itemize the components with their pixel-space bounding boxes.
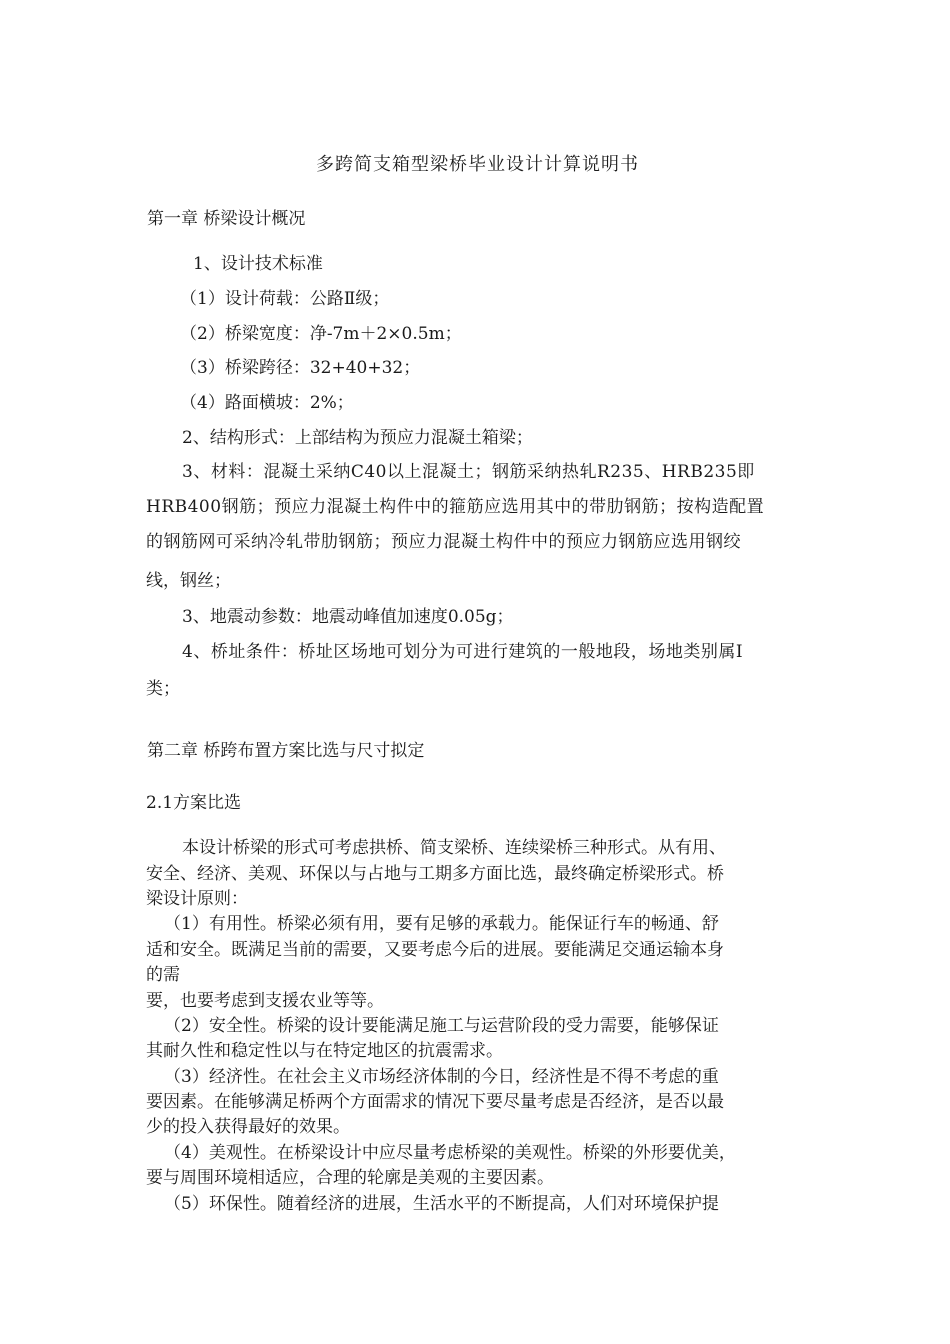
paragraph-line: 要与周围环境相适应，合理的轮廓是美观的主要因素。: [146, 1168, 554, 1188]
paragraph-line: 线，钢丝；: [146, 571, 231, 591]
list-item: （2）桥梁宽度：净-7m＋2×0.5m；: [180, 324, 462, 344]
list-item: 3、地震动参数：地震动峰值加速度0.05g；: [182, 607, 514, 627]
document-title: 多跨简支箱型梁桥毕业设计计算说明书: [316, 154, 639, 175]
list-item: （4）路面横坡：2%；: [180, 393, 354, 413]
section-heading: 2.1方案比选: [146, 793, 242, 813]
paragraph-line: 安全、经济、美观、环保以与占地与工期多方面比选，最终确定桥梁形式。桥: [146, 864, 724, 884]
paragraph-line: 适和安全。既满足当前的需要，又要考虑今后的进展。要能满足交通运输本身: [146, 940, 724, 960]
list-item: 2、结构形式：上部结构为预应力混凝土箱梁；: [182, 428, 533, 448]
paragraph-line: 的需: [146, 965, 180, 985]
paragraph-line: 其耐久性和稳定性以与在特定地区的抗震需求。: [146, 1041, 503, 1061]
list-item: 1、设计技术标准: [193, 254, 323, 274]
chapter-2-heading: 第二章 桥跨布置方案比选与尺寸拟定: [147, 741, 425, 761]
paragraph-line: 3、材料：混凝土采纳C40以上混凝土；钢筋采纳热轧R235、HRB235即: [182, 462, 755, 482]
paragraph-line: 本设计桥梁的形式可考虑拱桥、简支梁桥、连续梁桥三种形式。从有用、: [182, 838, 726, 858]
paragraph-line: （2）安全性。桥梁的设计要能满足施工与运营阶段的受力需要，能够保证: [164, 1016, 719, 1036]
paragraph-line: 梁设计原则：: [146, 889, 248, 909]
paragraph-line: 少的投入获得最好的效果。: [146, 1117, 350, 1137]
list-item: （3）桥梁跨径：32+40+32；: [180, 358, 421, 378]
paragraph-line: （1）有用性。桥梁必须有用，要有足够的承载力。能保证行车的畅通、舒: [164, 914, 719, 934]
list-item: （1）设计荷载：公路Ⅱ级；: [180, 289, 390, 309]
paragraph-line: 要，也要考虑到支援农业等等。: [146, 991, 384, 1011]
paragraph-line: 类；: [146, 679, 180, 699]
paragraph-line: 的钢筋网可采纳冷轧带肋钢筋；预应力混凝土构件中的预应力钢筋应选用钢绞: [146, 532, 741, 552]
paragraph-line: 4、桥址条件：桥址区场地可划分为可进行建筑的一般地段，场地类别属Ⅰ: [182, 642, 744, 662]
paragraph-line: （3）经济性。在社会主义市场经济体制的今日，经济性是不得不考虑的重: [164, 1067, 719, 1087]
paragraph-line: （4）美观性。在桥梁设计中应尽量考虑桥梁的美观性。桥梁的外形要优美，: [164, 1143, 736, 1163]
paragraph-line: 要因素。在能够满足桥两个方面需求的情况下要尽量考虑是否经济，是否以最: [146, 1092, 724, 1112]
chapter-1-heading: 第一章 桥梁设计概况: [147, 209, 306, 229]
paragraph-line: （5）环保性。随着经济的进展，生活水平的不断提高，人们对环境保护提: [164, 1194, 719, 1214]
paragraph-line: HRB400钢筋；预应力混凝土构件中的箍筋应选用其中的带肋钢筋；按构造配置: [146, 497, 765, 517]
